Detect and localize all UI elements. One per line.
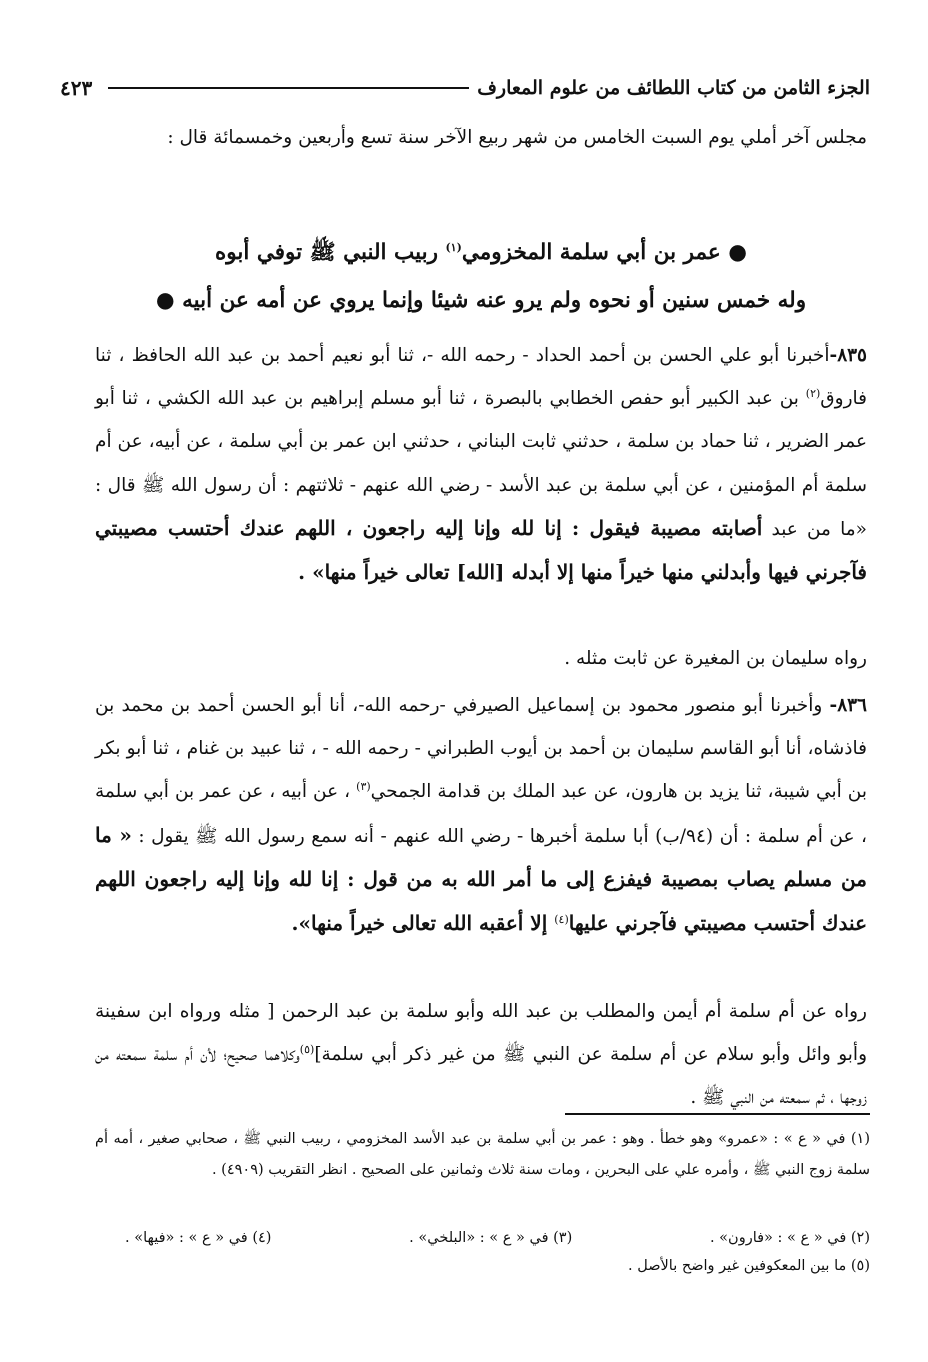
header-rule — [108, 87, 469, 89]
riwaya-836: رواه عن أم سلمة أم أيمن والمطلب بن عبد الله وأبو سلمة بن عبد الرحمن [ مثله ورواه ابن سفينة وأبو وائل وأبو سلام عن أم سلمة عن النبي ﷺ من غير ذكر أبي سلمة]$^{(٥)}$وكلاهما صحيح؛ لأن أم سلمة سمعته من زوجها ، ثم سمعته من النبي ﷺ . — [95, 1001, 868, 1108]
session-intro: مجلس آخر أملي يوم السبت الخامس من شهر ربيع الآخر سنة تسع وأربعين وخمسمائة قال : — [167, 127, 867, 148]
footnote-mark: (١) — [445, 240, 462, 254]
hadith-836: ٨٣٦- وأخبرنا أبو منصور محمود بن إسماعيل الصيرفي -رحمه الله-، أنا أبو الحسن أحمد بن محمد بن فاذشاه، أنا أبو القاسم سليمان بن أحمد بن أيوب الطبراني - رحمه الله - ، ثنا عبيد بن غنام ، ثنا أبو بكر بن أبي شيبة، ثنا يزيد بن هارون، عن عبد الملك بن قدامة الجمحي$^{(٣)}$ ، عن أبيه ، عن عمر بن أبي سلمة ، عن أم سلمة : أن (٩٤/ب) أبا سلمة أخبرها - رضي الله عنهم - أنه سمع رسول الله ﷺ يقول : « ما من مسلم يصاب بمصيبة فيفزع إلى ما أمر الله به من قول : إنا لله وإنا إليه راجعون اللهم عندك أحتسب مصيبتي فآجرني عليها$^{(٤)}$ إلا أعقبه الله تعالى خيراً منها». — [95, 695, 867, 936]
footnote-5: (٥) ما بين المعكوفين غير واضح بالأصل . — [628, 1258, 870, 1274]
footnote-mark: (٥) — [299, 1042, 315, 1056]
hadith-number: ٨٣٦- — [829, 695, 867, 716]
footnote-4: (٤) في « ع » : «فيها» . — [125, 1230, 272, 1246]
hadith-number: ٨٣٥- — [829, 345, 867, 366]
footnote-mark: (٤) — [554, 912, 569, 926]
footnote-mark: (٢) — [805, 387, 821, 401]
running-header — [60, 70, 870, 106]
footnote-3: (٣) في « ع » : «البلخي» . — [409, 1230, 573, 1246]
hadith-text: « ما من مسلم يصاب بمصيبة فيفزع إلى ما أمر الله به من قول : إنا لله وإنا إليه راجعون اللهم عندك أحتسب مصيبتي فآجرني عليها — [95, 822, 867, 936]
hadith-text-end: إلا أعقبه الله تعالى خيراً منها». — [291, 911, 555, 936]
book-title: الجزء الثامن من كتاب اللطائف من علوم المعارف — [477, 77, 870, 99]
footnote-mark: (٣) — [356, 780, 371, 794]
footnote-2: (٢) في « ع » : «فارون» . — [709, 1230, 870, 1246]
hadith-text: أصابته مصيبة فيقول : إنا لله وإنا إليه راجعون ، اللهم عندك أحتسب مصيبتي فآجرني فيها وأبدلني منها خيراً منها إلا أبدله [الله] تعالى خيراً منها» . — [95, 515, 867, 585]
page-number: ٤٢٣ — [60, 76, 93, 100]
section-heading-line-2: وله خمس سنين أو نحوه ولم يرو عنه شيئا وإنما يروي عن أمه عن أبيه ● — [155, 288, 807, 313]
riwaya-835: رواه سليمان بن المغيرة عن ثابت مثله . — [564, 648, 867, 669]
section-heading-line-1: ● عمر بن أبي سلمة المخزومي$^{(١)}$ ربيب النبي ﷺ توفي أبوه — [215, 240, 747, 265]
hadith-835: ٨٣٥-أخبرنا أبو علي الحسن بن أحمد الحداد - رحمه الله -، ثنا أبو نعيم أحمد بن عبد الله الحافظ ، ثنا فاروق$^{(٢)}$ بن عبد الكبير أبو حفص الخطابي بالبصرة ، ثنا أبو مسلم إبراهيم بن عبد الله الكشي ، ثنا أبو عمر الضرير ، ثنا حماد بن سلمة ، حدثني ثابت البناني ، حدثني ابن عمر بن أبي سلمة ، عن أبيه، عن أم سلمة أم المؤمنين ، عن أبي سلمة بن عبد الأسد - رضي الله عنهم - ثلاثتهم : أن رسول الله ﷺ قال : «ما من عبد أصابته مصيبة فيقول : إنا لله وإنا إليه راجعون ، اللهم عندك أحتسب مصيبتي فآجرني فيها وأبدلني منها خيراً منها إلا أبدله [الله] تعالى خيراً منها» . — [95, 345, 867, 585]
footnote-1: (١) في « ع » : «عمرو» وهو خطأ . وهو : عمر بن أبي سلمة بن عبد الأسد المخزومي ، ربيب النبي ﷺ ، صحابي صغير ، أمه أم سلمة زوج النبي ﷺ ، وأمره علي على البحرين ، ومات سنة ثلاث وثمانين على الصحيح . انظر التقريب (٤٩٠٩) . — [95, 1131, 870, 1178]
footnote-row — [125, 1225, 870, 1251]
footnote-separator — [565, 1113, 870, 1115]
